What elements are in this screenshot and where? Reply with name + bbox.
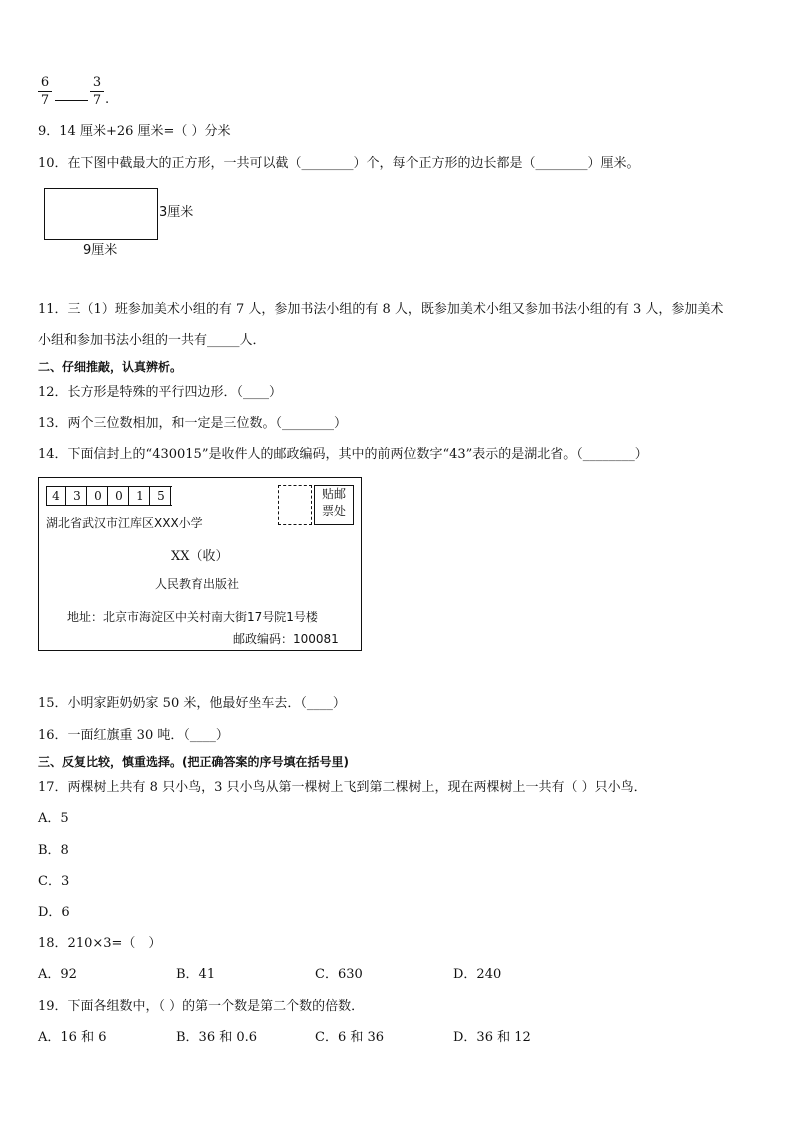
- sender-name: 人民教育出版社: [155, 577, 240, 591]
- question-11-line2: 小组和参加书法小组的一共有_____人．: [38, 333, 266, 348]
- stamp-placeholder: [278, 485, 312, 525]
- stamp-label-line2: 票处: [321, 504, 346, 518]
- option-a[interactable]: A．92: [38, 967, 77, 982]
- zip-digit-box: 5: [152, 487, 171, 505]
- question-17: 17．两棵树上共有 8 只小鸟，3 只小鸟从第一棵树上飞到第二棵树上，现在两棵树上一共有（ ）只小鸟．: [38, 780, 647, 795]
- option-d[interactable]: D．6: [38, 905, 70, 920]
- question-14: 14．下面信封上的“430015”是收件人的邮政编码，其中的前两位数字“43”表示的是湖北省。（________）: [38, 447, 648, 462]
- option-b[interactable]: B．8: [38, 843, 69, 858]
- option-c[interactable]: C．6 和 36: [315, 1030, 385, 1045]
- question-12: 12．长方形是特殊的平行四边形．（____）: [38, 385, 283, 400]
- option-b[interactable]: B．36 和 0.6: [176, 1030, 258, 1045]
- question-10: 10．在下图中截最大的正方形，一共可以截（________）个，每个正方形的边长都是（________）厘米。: [38, 156, 640, 171]
- rectangle-width-label: 9厘米: [83, 243, 118, 258]
- section-3-heading: 三、反复比较，慎重选择。(把正确答案的序号填在括号里): [38, 755, 349, 769]
- stamp-label-line1: 贴邮: [321, 487, 346, 501]
- sender-address: 地址：北京市海淀区中关村南大街17号院1号楼: [67, 610, 318, 624]
- recipient-name: XX（收）: [171, 549, 229, 564]
- question-19: 19．下面各组数中，（ ）的第一个数是第二个数的倍数．: [38, 999, 365, 1014]
- question-9: 9．14 厘米+26 厘米=（ ）分米: [38, 124, 231, 139]
- question-13: 13．两个三位数相加，和一定是三位数。（________）: [38, 416, 348, 431]
- question-18: 18．210×3=（ ）: [38, 936, 162, 951]
- fraction-denominator: 7: [40, 93, 50, 108]
- option-a[interactable]: A．5: [38, 811, 69, 826]
- question-16: 16．一面红旗重 30 吨．（____）: [38, 728, 229, 743]
- stamp-box: [314, 485, 354, 525]
- zip-code-boxes: [46, 486, 172, 506]
- option-b[interactable]: B．41: [176, 967, 216, 982]
- fraction-denominator: 7: [92, 93, 102, 108]
- question-11-line1: 11．三（1）班参加美术小组的有 7 人，参加书法小组的有 8 人，既参加美术小组又参加书法小组的有 3 人，参加美术: [38, 302, 724, 317]
- fraction-bar: [90, 91, 104, 92]
- fraction-right: [90, 75, 104, 108]
- zip-digit-box: 4: [47, 487, 66, 505]
- zip-digit-box: 3: [68, 487, 87, 505]
- sender-zip: 邮政编码：100081: [233, 632, 339, 646]
- envelope: [38, 477, 362, 651]
- option-c[interactable]: C．3: [38, 874, 70, 889]
- zip-digit-box: 1: [131, 487, 150, 505]
- zip-digit-box: 0: [89, 487, 108, 505]
- fraction-left: [38, 75, 52, 108]
- option-d[interactable]: D．240: [453, 967, 502, 982]
- rectangle-height-label: 3厘米: [159, 205, 194, 220]
- fraction-bar: [38, 91, 52, 92]
- zip-digit-box: 0: [110, 487, 129, 505]
- answer-blank-line[interactable]: [55, 100, 88, 101]
- option-d[interactable]: D．36 和 12: [453, 1030, 531, 1045]
- option-c[interactable]: C．630: [315, 967, 363, 982]
- section-2-heading: 二、仔细推敲，认真辨析。: [38, 360, 183, 374]
- fraction-tail: .: [105, 92, 110, 107]
- question-15: 15．小明家距奶奶家 50 米，他最好坐车去．（____）: [38, 696, 346, 711]
- recipient-address: 湖北省武汉市江库区XXX小学: [46, 516, 203, 530]
- fraction-numerator: 6: [40, 75, 50, 90]
- option-a[interactable]: A．16 和 6: [38, 1030, 107, 1045]
- fraction-numerator: 3: [92, 75, 102, 90]
- rectangle-figure: [44, 188, 158, 240]
